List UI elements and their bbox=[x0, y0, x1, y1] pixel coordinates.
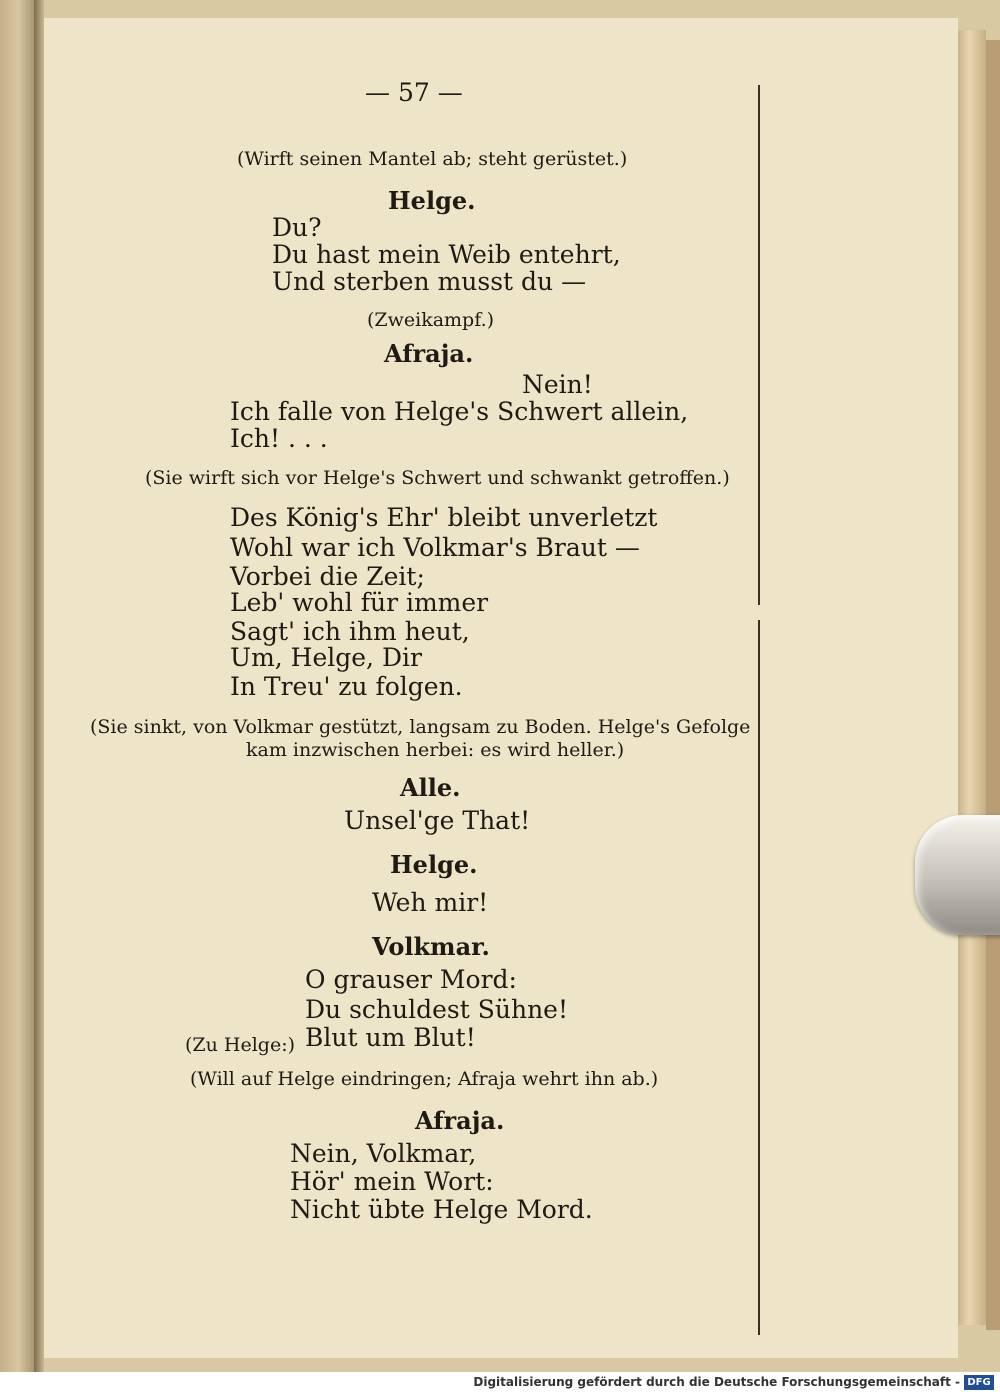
verse-line: Nicht übte Helge Mord. bbox=[290, 1195, 593, 1224]
page-edge-shadow bbox=[986, 40, 1000, 1330]
verse-line: Vorbei die Zeit; bbox=[230, 562, 425, 591]
stage-direction: (Will auf Helge eindringen; Afraja wehrt ihn ab.) bbox=[190, 1068, 659, 1090]
verse-line: Um, Helge, Dir bbox=[230, 643, 422, 672]
page-number: — 57 — bbox=[365, 78, 463, 107]
dfg-logo: DFG bbox=[964, 1375, 994, 1390]
stage-direction: (Sie sinkt, von Volkmar gestützt, langsam zu Boden. Helge's Gefolge bbox=[90, 716, 751, 738]
verse-line: Weh mir! bbox=[372, 888, 489, 917]
stage-direction: (Sie wirft sich vor Helge's Schwert und schwankt getroffen.) bbox=[145, 467, 730, 489]
verse-line: Ich! . . . bbox=[230, 424, 328, 453]
speaker-name: Helge. bbox=[388, 186, 476, 215]
speaker-name: Volkmar. bbox=[372, 932, 490, 961]
verse-line: Unsel'ge That! bbox=[344, 806, 531, 835]
verse-line: Des König's Ehr' bleibt unverletzt bbox=[230, 503, 658, 532]
verse-line: Ich falle von Helge's Schwert allein, bbox=[230, 397, 689, 426]
verse-line: Und sterben musst du — bbox=[272, 267, 587, 296]
verse-line: O grauser Mord: bbox=[305, 965, 517, 994]
stage-direction: kam inzwischen herbei: es wird heller.) bbox=[246, 739, 625, 761]
page-stack-edge bbox=[958, 30, 986, 1325]
previous-page-edge bbox=[0, 0, 34, 1372]
verse-line: In Treu' zu folgen. bbox=[230, 672, 463, 701]
clip-icon bbox=[915, 815, 1000, 935]
verse-line: Blut um Blut! bbox=[305, 1023, 476, 1052]
footer-bar bbox=[0, 1372, 1000, 1394]
speaker-name: Alle. bbox=[400, 773, 461, 802]
speaker-name: Afraja. bbox=[384, 339, 474, 368]
verse-line: Sagt' ich ihm heut, bbox=[230, 617, 470, 646]
verse-line: Wohl war ich Volkmar's Braut — bbox=[230, 533, 640, 562]
margin-rule bbox=[758, 85, 760, 605]
margin-rule bbox=[758, 620, 760, 1335]
stage-direction: (Zu Helge:) bbox=[185, 1034, 296, 1056]
speaker-name: Afraja. bbox=[415, 1106, 505, 1135]
stage-direction: (Wirft seinen Mantel ab; steht gerüstet.) bbox=[237, 148, 628, 170]
verse-line: Nein! bbox=[522, 370, 593, 399]
footer-credit: Digitalisierung gefördert durch die Deutsche Forschungsgemeinschaft - bbox=[473, 1375, 960, 1389]
stage-direction: (Zweikampf.) bbox=[367, 309, 495, 331]
verse-line: Nein, Volkmar, bbox=[290, 1139, 477, 1168]
book-page bbox=[44, 18, 958, 1358]
verse-line: Du schuldest Sühne! bbox=[305, 995, 569, 1024]
verse-line: Du? bbox=[272, 213, 322, 242]
book-gutter bbox=[34, 0, 44, 1372]
verse-line: Du hast mein Weib entehrt, bbox=[272, 240, 621, 269]
speaker-name: Helge. bbox=[390, 850, 478, 879]
verse-line: Hör' mein Wort: bbox=[290, 1167, 494, 1196]
verse-line: Leb' wohl für immer bbox=[230, 588, 489, 617]
